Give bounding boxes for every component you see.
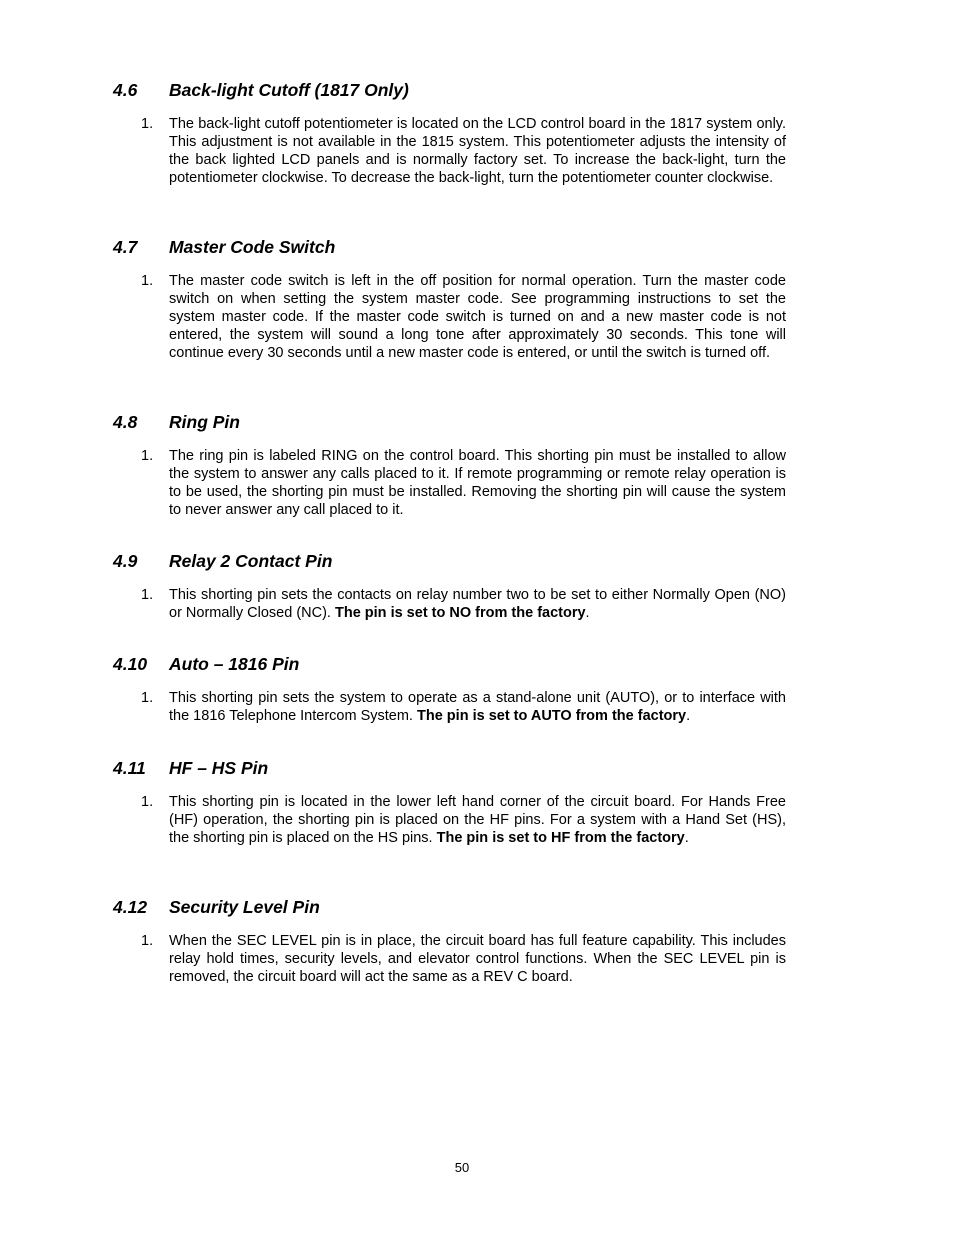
- section-title: Back-light Cutoff (1817 Only): [169, 80, 409, 100]
- item-number: 1.: [141, 273, 154, 289]
- section-title: Relay 2 Contact Pin: [169, 551, 333, 571]
- section-heading: [113, 756, 786, 780]
- item-bold-text: The pin is set to HF from the factory: [436, 830, 685, 846]
- section-number: 4.7: [113, 237, 138, 257]
- item-text: When the SEC LEVEL pin is in place, the circuit board has full feature capability. This includes relay hold times, security levels, and elevator control functions. When the SEC LEVEL pin is removed, the circuit board will act the same as a REV C board.: [169, 933, 786, 985]
- section-title: Ring Pin: [169, 412, 240, 432]
- item-text: The ring pin is labeled RING on the control board. This shorting pin must be installed to allow the system to answer any calls placed to it. If remote programming or remote relay operation is to be used, the shorting pin must be installed. Removing the shorting pin will cause the system to never answer any call placed to it.: [169, 448, 786, 518]
- list-item: [113, 115, 786, 187]
- item-number: 1.: [141, 448, 154, 464]
- item-bold-text: The pin is set to AUTO from the factory: [417, 708, 687, 724]
- list-item: [113, 689, 786, 725]
- section-number: 4.6: [113, 80, 138, 100]
- section-title: Auto – 1816 Pin: [169, 654, 300, 674]
- section-title: HF – HS Pin: [169, 758, 269, 778]
- section-4-11: [113, 756, 786, 847]
- list-item: [113, 272, 786, 362]
- section-heading: [113, 895, 786, 919]
- section-heading: [113, 410, 786, 434]
- section-4-6: [113, 78, 786, 187]
- list-item: [113, 932, 786, 986]
- section-4-8: [113, 410, 786, 519]
- section-heading: [113, 652, 786, 676]
- page-number: 50: [454, 1160, 470, 1175]
- item-text: This shorting pin sets the contacts on relay number two to be set to either Normally Open (NO) or Normally Closed (NC). The pin is set to NO from the factory.: [169, 587, 786, 621]
- item-text: The back-light cutoff potentiometer is located on the LCD control board in the 1817 system only. This adjustment is not available in the 1815 system. This potentiometer adjusts the intensity of the back lighted LCD panels and is normally factory set. To increase the back-light, turn the potentiometer clockwise. To decrease the back-light, turn the potentiometer counter clockwise.: [169, 116, 786, 186]
- section-title: Master Code Switch: [169, 237, 336, 257]
- section-title: Security Level Pin: [169, 897, 320, 917]
- item-text: This shorting pin is located in the lower left hand corner of the circuit board. For Hands Free (HF) operation, the shorting pin is placed on the HF pins. For a system with a Hand Set (HS), the shorting pin is placed on the HS pins. The pin is set to HF from the factory.: [169, 794, 786, 846]
- section-4-7: [113, 235, 786, 362]
- section-4-10: [113, 652, 786, 725]
- list-item: [113, 586, 786, 622]
- item-number: 1.: [141, 794, 154, 810]
- item-number: 1.: [141, 690, 154, 706]
- section-number: 4.10: [113, 654, 148, 674]
- section-number: 4.12: [113, 897, 148, 917]
- item-number: 1.: [141, 587, 154, 603]
- section-4-9: [113, 549, 786, 622]
- list-item: [113, 793, 786, 847]
- item-number: 1.: [141, 116, 154, 132]
- section-number: 4.9: [113, 551, 138, 571]
- item-bold-text: The pin is set to NO from the factory: [334, 605, 586, 621]
- section-heading: [113, 235, 786, 259]
- section-4-12: [113, 895, 786, 986]
- list-item: [113, 447, 786, 519]
- section-heading: [113, 549, 786, 573]
- item-number: 1.: [141, 933, 154, 949]
- item-text: The master code switch is left in the off position for normal operation. Turn the master code switch on when setting the system master code. See programming instructions to set the system master code. If the master code switch is turned on and a new master code is not entered, the system will sound a long tone after approximately 30 seconds. This tone will continue every 30 seconds until a new master code is entered, or until the switch is turned off.: [169, 273, 786, 361]
- section-number: 4.8: [113, 412, 138, 432]
- item-text: This shorting pin sets the system to operate as a stand-alone unit (AUTO), or to interface with the 1816 Telephone Intercom System. The pin is set to AUTO from the factory.: [169, 690, 786, 724]
- section-heading: [113, 78, 786, 102]
- section-number: 4.11: [113, 758, 146, 778]
